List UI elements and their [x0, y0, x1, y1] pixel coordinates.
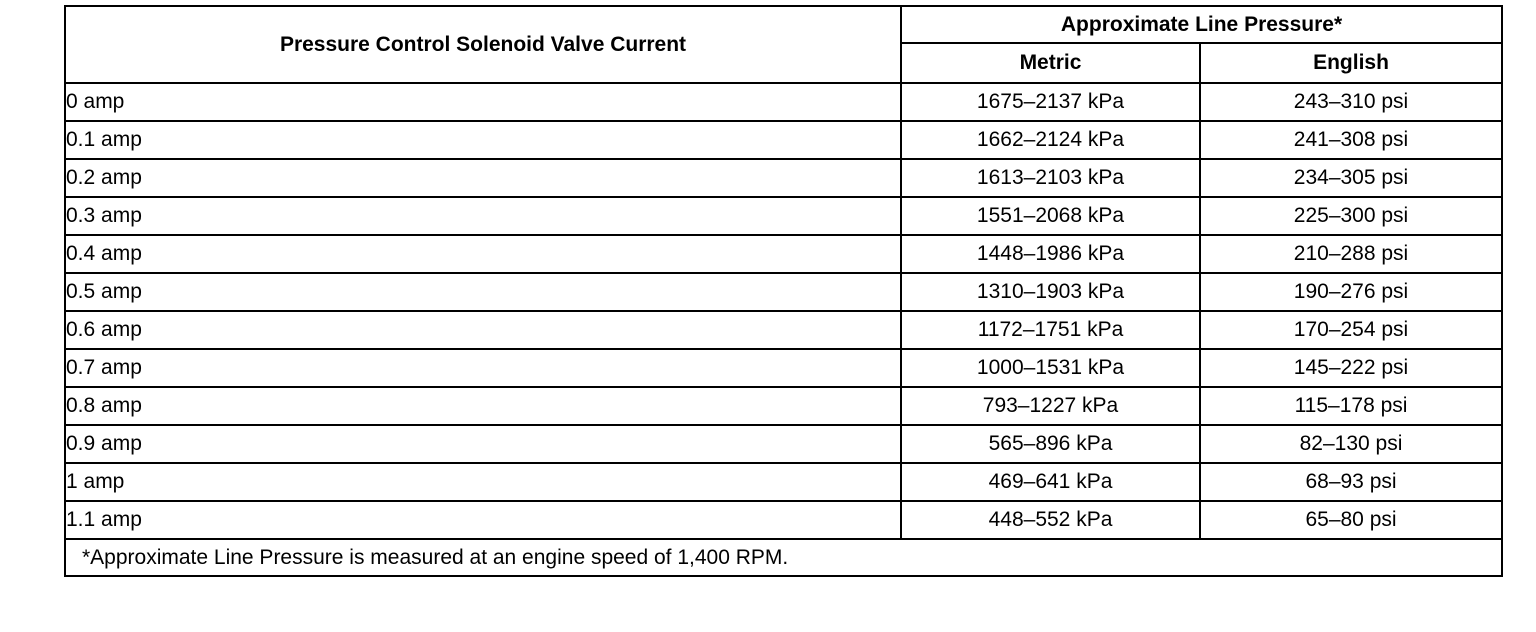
english-cell: 210–288 psi	[1200, 235, 1502, 273]
metric-cell: 1662–2124 kPa	[901, 121, 1200, 159]
english-cell: 243–310 psi	[1200, 83, 1502, 121]
current-cell: 0.1 amp	[65, 121, 901, 159]
table-row	[65, 501, 1502, 539]
english-cell: 241–308 psi	[1200, 121, 1502, 159]
table-row	[65, 425, 1502, 463]
table-row	[65, 121, 1502, 159]
current-cell: 0.7 amp	[65, 349, 901, 387]
english-cell: 234–305 psi	[1200, 159, 1502, 197]
table-row	[65, 311, 1502, 349]
current-cell: 0.6 amp	[65, 311, 901, 349]
current-cell: 0 amp	[65, 83, 901, 121]
table-row	[65, 235, 1502, 273]
current-cell: 0.8 amp	[65, 387, 901, 425]
footnote-row	[65, 539, 1502, 576]
metric-cell: 1551–2068 kPa	[901, 197, 1200, 235]
current-cell: 1.1 amp	[65, 501, 901, 539]
current-column-header: Pressure Control Solenoid Valve Current	[65, 6, 901, 83]
table-row	[65, 349, 1502, 387]
current-cell: 1 amp	[65, 463, 901, 501]
metric-cell: 1310–1903 kPa	[901, 273, 1200, 311]
current-cell: 0.3 amp	[65, 197, 901, 235]
metric-column-header: Metric	[901, 43, 1200, 83]
metric-cell: 565–896 kPa	[901, 425, 1200, 463]
current-cell: 0.5 amp	[65, 273, 901, 311]
english-cell: 115–178 psi	[1200, 387, 1502, 425]
english-cell: 190–276 psi	[1200, 273, 1502, 311]
english-cell: 145–222 psi	[1200, 349, 1502, 387]
line-pressure-group-header: Approximate Line Pressure*	[901, 6, 1502, 43]
english-cell: 82–130 psi	[1200, 425, 1502, 463]
current-cell: 0.4 amp	[65, 235, 901, 273]
metric-cell: 1172–1751 kPa	[901, 311, 1200, 349]
metric-cell: 1675–2137 kPa	[901, 83, 1200, 121]
table-row	[65, 387, 1502, 425]
table-row	[65, 463, 1502, 501]
english-cell: 170–254 psi	[1200, 311, 1502, 349]
english-cell: 65–80 psi	[1200, 501, 1502, 539]
metric-cell: 1613–2103 kPa	[901, 159, 1200, 197]
english-cell: 225–300 psi	[1200, 197, 1502, 235]
footnote: *Approximate Line Pressure is measured at an engine speed of 1,400 RPM.	[65, 539, 1502, 576]
table-row	[65, 273, 1502, 311]
metric-cell: 448–552 kPa	[901, 501, 1200, 539]
metric-cell: 469–641 kPa	[901, 463, 1200, 501]
header-row-top	[65, 6, 1502, 43]
english-column-header: English	[1200, 43, 1502, 83]
table-row	[65, 159, 1502, 197]
table-row	[65, 83, 1502, 121]
current-cell: 0.9 amp	[65, 425, 901, 463]
metric-cell: 1448–1986 kPa	[901, 235, 1200, 273]
metric-cell: 1000–1531 kPa	[901, 349, 1200, 387]
english-cell: 68–93 psi	[1200, 463, 1502, 501]
current-cell: 0.2 amp	[65, 159, 901, 197]
table-row	[65, 197, 1502, 235]
metric-cell: 793–1227 kPa	[901, 387, 1200, 425]
line-pressure-table	[64, 5, 1503, 577]
